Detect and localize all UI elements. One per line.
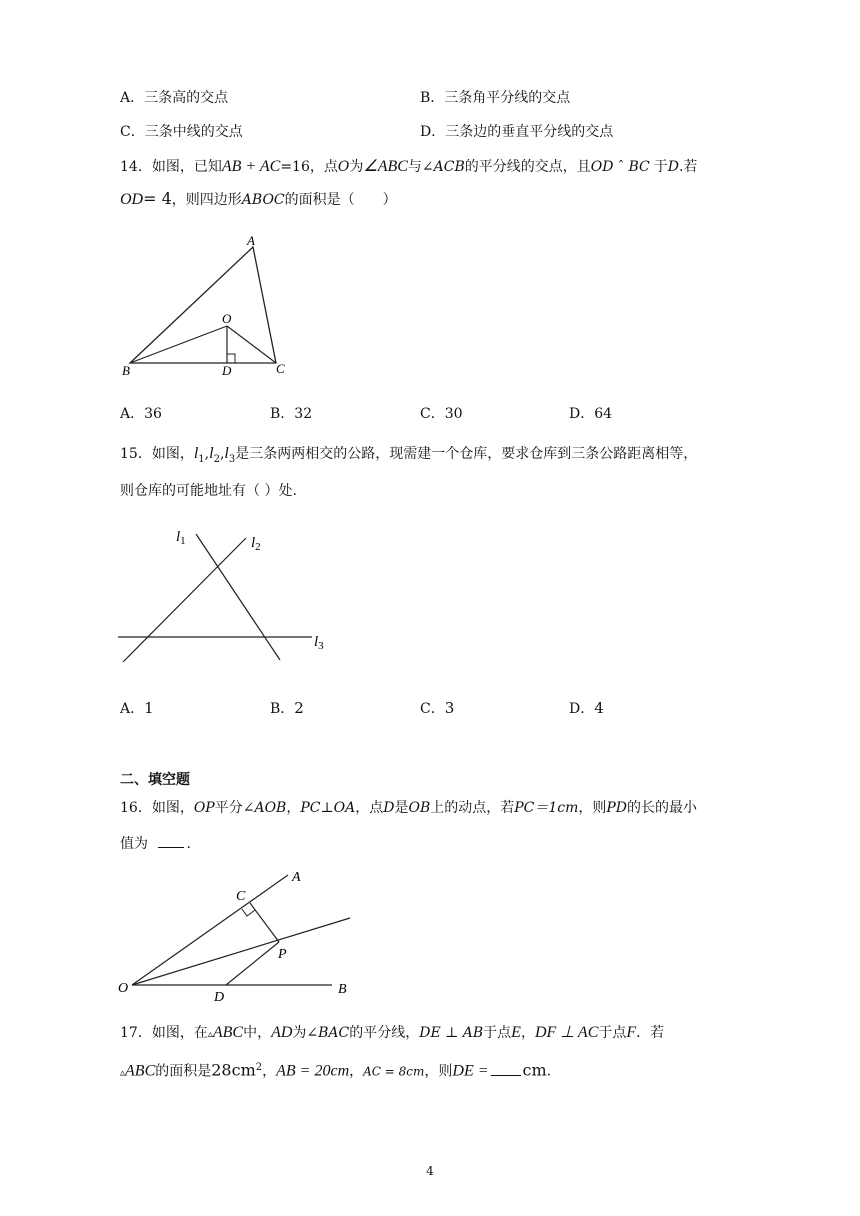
q14-number: 14．如图，已知	[120, 159, 222, 175]
q15-option-a-value: 1	[144, 699, 154, 717]
q16-figure	[110, 862, 360, 1002]
q17-stem-line2	[120, 1058, 551, 1084]
q15-stem-line2: 则仓库的可能地址有（ ）处.	[120, 483, 297, 499]
q17-abc: ABC	[212, 1024, 244, 1041]
q14-text3: 与	[407, 159, 422, 175]
q14-option-d: D．64	[569, 406, 613, 422]
q14-text4: 的平分线的交点，且	[464, 159, 591, 175]
q13-option-b: B．三条角平分线的交点	[420, 90, 571, 106]
q14-angle-abc: ∠ABC	[363, 158, 408, 175]
q16-aob: ∠AOB	[242, 800, 287, 816]
q16-t5: 是	[394, 800, 409, 816]
q17-line2-abc: ABC	[125, 1062, 156, 1080]
q15-text-pre: 15．如图，	[120, 446, 194, 462]
q17-triangle-symbol: ▵	[207, 1029, 213, 1040]
q14-text1: ，点	[309, 159, 338, 175]
q17-ab-eq: AB = 20cm	[276, 1062, 350, 1080]
q14-text5: 于	[653, 159, 668, 175]
q15-road-l1	[196, 534, 280, 660]
q16-pc-perp-oa: PC⊥OA	[300, 800, 356, 816]
q16-op: OP	[193, 800, 215, 816]
q16-label-a: A	[292, 870, 301, 885]
q17-t5: 于点	[483, 1025, 512, 1041]
q14-stem-line1	[120, 157, 697, 177]
q14-point-d: D	[667, 159, 679, 175]
q15-option-a	[120, 698, 154, 719]
q14-point-o: O	[337, 159, 350, 175]
q17-line2-t1: 的面积是	[155, 1063, 212, 1080]
q13-option-d: D．三条边的垂直平分线的交点	[420, 124, 614, 140]
q16-t4: ，点	[355, 800, 384, 816]
q16-t2: 平分	[214, 800, 243, 816]
q16-t3: ，	[286, 800, 301, 816]
q15-option-d	[569, 698, 604, 719]
q16-label-p: P	[278, 947, 287, 962]
q15-road-l2	[123, 538, 246, 662]
q17-area-value: 28cm	[211, 1060, 256, 1080]
q17-point-f: F	[626, 1024, 637, 1041]
q13-option-a: A．三条高的交点	[120, 90, 229, 106]
q14-option-c: C．30	[420, 406, 463, 422]
q14-aboc: ABOC	[241, 192, 285, 208]
q14-option-b: B．32	[270, 406, 313, 422]
q17-de-eq: DE =	[452, 1062, 489, 1080]
q16-ob: OB	[408, 800, 431, 816]
q17-bac: ∠BAC	[306, 1025, 350, 1041]
q16-right-angle-mark	[242, 909, 255, 916]
q17-de-perp-ab: DE ⊥ AB	[419, 1025, 484, 1041]
q17-stem-line1	[120, 1023, 664, 1045]
q14-angle-acb: ∠ACB	[421, 159, 465, 175]
q14-od2: OD	[120, 191, 144, 208]
q17-line2-t3: ，	[349, 1063, 364, 1080]
q14-label-d: D	[222, 363, 232, 378]
q15-option-b-letter: B．	[270, 701, 295, 717]
q14-expr-ab-ac: AB + AC	[221, 158, 281, 175]
q16-point-d: D	[383, 800, 395, 816]
q15-l3: l	[224, 445, 229, 462]
q17-df-perp-ac: DF ⊥ AC	[534, 1024, 599, 1041]
q14-text6: .若	[678, 159, 698, 175]
q16-label-c: C	[236, 889, 246, 904]
q17-t3: 为	[292, 1025, 307, 1041]
section-title-fill-in: 二、填空题	[120, 772, 190, 788]
q15-l2-sub: 2	[213, 453, 220, 465]
q15-fig-label-l1: $l_1$	[176, 529, 186, 547]
q16-line2-a: 值为	[120, 836, 148, 852]
q17-answer-blank[interactable]	[491, 1061, 521, 1076]
q14-stem-line2	[120, 189, 397, 210]
q15-text-post: 是三条两两相交的公路，现需建一个仓库，要求仓库到三条公路距离相等，	[235, 446, 698, 462]
q14-segment-bo	[130, 326, 227, 363]
q14-figure	[110, 230, 310, 380]
q15-option-c-letter: C．	[420, 701, 445, 717]
q16-label-d: D	[214, 990, 225, 1002]
q14-option-a: A．36	[120, 406, 162, 422]
q14-label-o: O	[222, 311, 232, 326]
q13-option-c: C．三条中线的交点	[120, 124, 243, 140]
q15-option-b	[270, 698, 304, 719]
q17-area-sup: 2	[255, 1062, 263, 1073]
q14-text8: 的面积是（ ）	[284, 192, 397, 208]
q16-pd: PD	[606, 800, 628, 816]
q16-stem-line1	[120, 798, 697, 818]
q16-t6: 上的动点，若	[430, 800, 515, 816]
q16-label-b: B	[338, 982, 347, 997]
q17-line2-t4: ，则	[424, 1063, 453, 1080]
q16-stem-line2	[120, 833, 191, 854]
q17-ad: AD	[271, 1024, 293, 1041]
q16-pc-eq: PC＝1cm	[514, 800, 579, 816]
q16-t1: 16．如图，	[120, 800, 194, 816]
q14-label-c: C	[276, 361, 285, 376]
q15-fig-label-l2: $l_2$	[251, 535, 261, 553]
q14-segment-oc	[227, 326, 276, 363]
q14-eq2: = 4	[143, 189, 172, 208]
q14-text7: ，则四边形	[171, 192, 242, 208]
q15-option-c	[420, 698, 454, 719]
q16-ray-op	[132, 918, 350, 985]
q15-figure	[110, 520, 340, 670]
q17-t7: 于点	[598, 1025, 627, 1041]
q14-od: OD	[590, 159, 614, 175]
q14-label-b: B	[122, 363, 130, 378]
q16-segment-pc	[250, 903, 279, 942]
q17-t8: ．若	[636, 1025, 665, 1041]
q15-option-b-value: 2	[294, 699, 304, 717]
q14-eq1: =16	[280, 159, 310, 175]
q14-text2: 为	[349, 159, 364, 175]
q15-option-a-letter: A．	[120, 701, 145, 717]
q17-t4: 的平分线，	[349, 1025, 420, 1041]
q15-stem-line1: 15．如图，$l_1,l_2,l_3$是三条两两相交的公路，现需建一个仓库，要求仓库到三条公路距离相等，	[120, 445, 698, 465]
q15-l3-sub: 3	[228, 453, 236, 465]
q17-t2: 中，	[243, 1025, 272, 1041]
q17-t6: ，	[520, 1025, 535, 1041]
q16-t7: ，则	[578, 800, 607, 816]
q16-t8: 的长的最小	[627, 800, 698, 816]
q17-end: .	[546, 1063, 552, 1080]
q14-bc: BC	[628, 159, 650, 175]
q14-perp-glyph: ˆ	[617, 159, 625, 175]
q15-option-d-value: 4	[594, 699, 604, 717]
q17-t1: 17．如图，在	[120, 1025, 208, 1041]
q17-point-e: E	[511, 1024, 521, 1041]
q15-l2: l	[209, 445, 214, 462]
q15-fig-label-l3: $l_3$	[314, 634, 324, 652]
q14-right-angle-mark	[227, 354, 235, 363]
q15-option-c-value: 3	[444, 699, 455, 717]
q16-label-o: O	[118, 981, 129, 996]
q15-option-d-letter: D．	[569, 701, 595, 717]
q17-unit: cm	[522, 1060, 547, 1080]
q16-ray-oa	[132, 875, 288, 985]
q16-line2-b: .	[186, 836, 191, 852]
q14-triangle-abc	[130, 247, 276, 363]
q15-l1-sub: 1	[198, 453, 205, 465]
q17-line2-t2: ，	[262, 1063, 277, 1080]
q15-l1: l	[193, 445, 199, 462]
q17-line2-triangle-symbol: ▵	[120, 1067, 126, 1079]
q14-label-a: A	[247, 233, 255, 248]
q17-ac-eq: AC = 8cm	[363, 1064, 425, 1079]
page-number: 4	[426, 1164, 434, 1178]
q16-answer-blank[interactable]	[158, 833, 184, 848]
